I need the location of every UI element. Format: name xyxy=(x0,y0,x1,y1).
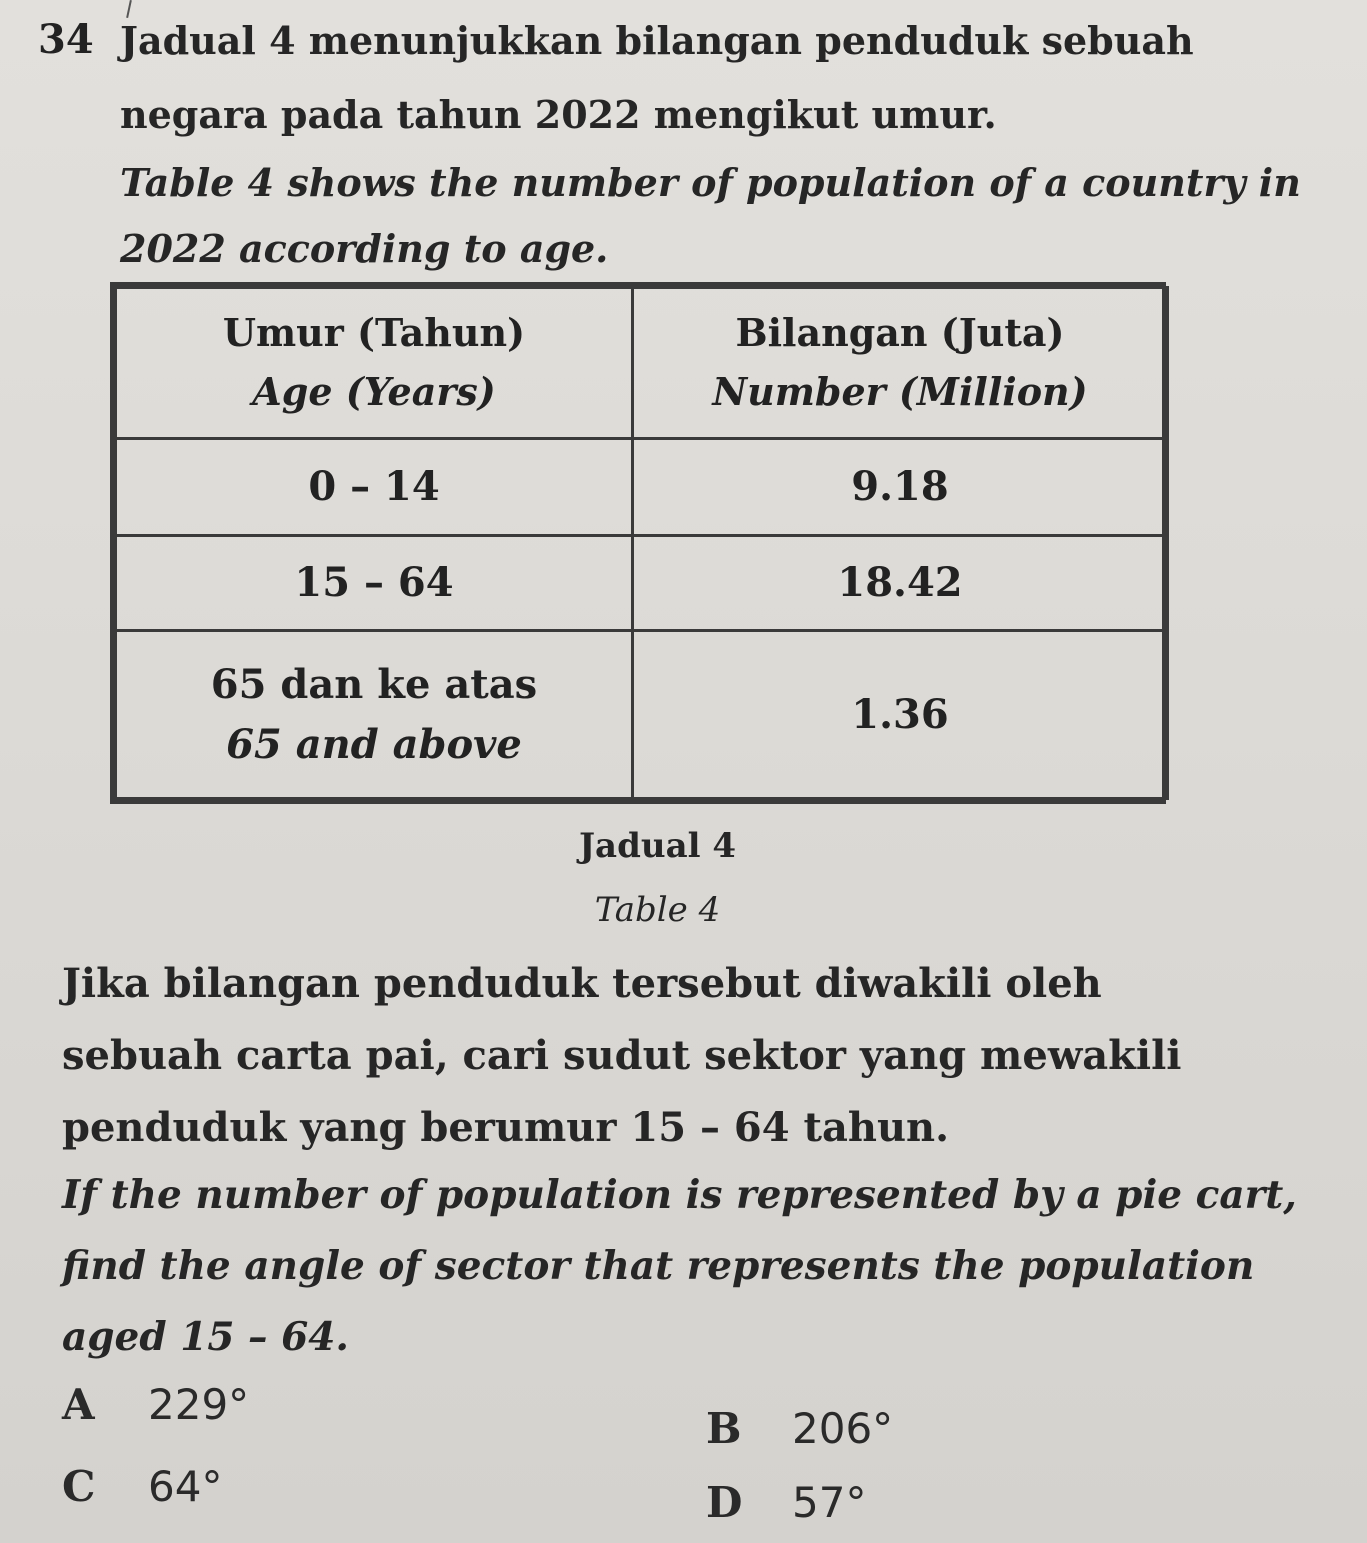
option-value: 229° xyxy=(148,1380,250,1429)
header-age xyxy=(116,288,633,439)
age-cell xyxy=(116,631,633,799)
prompt-ms-line: penduduk yang berumur 15 – 64 tahun. xyxy=(62,1104,950,1151)
option-letter: C xyxy=(62,1462,96,1511)
option-value: 64° xyxy=(148,1462,223,1511)
option-value: 206° xyxy=(792,1404,894,1453)
intro-en-line-2: 2022 according to age. xyxy=(120,226,609,271)
pen-mark xyxy=(126,0,132,18)
table-row xyxy=(116,439,1168,536)
age-cell-ms: 65 dan ke atas xyxy=(210,660,538,708)
number-cell: 18.42 xyxy=(633,536,1168,631)
number-cell: 1.36 xyxy=(633,631,1168,799)
header-number-en: Number (Million) xyxy=(712,369,1088,414)
number-cell: 9.18 xyxy=(633,439,1168,536)
option-a[interactable] xyxy=(62,1380,249,1429)
header-number-ms: Bilangan (Juta) xyxy=(735,310,1065,356)
option-letter: B xyxy=(706,1404,742,1453)
header-age-en: Age (Years) xyxy=(252,369,496,414)
intro-ms-line-2: negara pada tahun 2022 mengikut umur. xyxy=(120,92,997,137)
table-row xyxy=(116,536,1168,631)
table-row xyxy=(116,631,1168,799)
prompt-ms xyxy=(62,960,1302,1176)
intro-en-line-1: Table 4 shows the number of population of a country in xyxy=(120,160,1301,205)
option-letter: A xyxy=(62,1380,95,1429)
age-cell-en: 65 and above xyxy=(226,720,522,768)
header-age-ms: Umur (Tahun) xyxy=(222,310,526,356)
table-caption-en: Table 4 xyxy=(594,890,721,930)
prompt-ms-line: Jika bilangan penduduk tersebut diwakili oleh xyxy=(62,960,1102,1007)
question-number: 34 xyxy=(38,16,94,63)
option-letter: D xyxy=(706,1478,743,1527)
option-value: 57° xyxy=(792,1478,867,1527)
option-c[interactable] xyxy=(62,1462,222,1511)
population-table xyxy=(110,282,1166,804)
header-number xyxy=(633,288,1168,439)
age-cell: 0 – 14 xyxy=(116,439,633,536)
table-caption-ms: Jadual 4 xyxy=(578,826,737,866)
prompt-en-line: aged 15 – 64. xyxy=(62,1314,349,1360)
prompt-ms-line: sebuah carta pai, cari sudut sektor yang mewakili xyxy=(62,1032,1182,1079)
prompt-en-line: find the angle of sector that represents the population xyxy=(62,1243,1255,1289)
option-d[interactable] xyxy=(706,1478,866,1527)
prompt-en xyxy=(62,1172,1302,1385)
intro-ms-line-1: Jadual 4 menunjukkan bilangan penduduk sebuah xyxy=(120,18,1194,63)
prompt-en-line: If the number of population is represented by a pie cart, xyxy=(62,1172,1297,1218)
age-cell: 15 – 64 xyxy=(116,536,633,631)
option-b[interactable] xyxy=(706,1404,893,1453)
